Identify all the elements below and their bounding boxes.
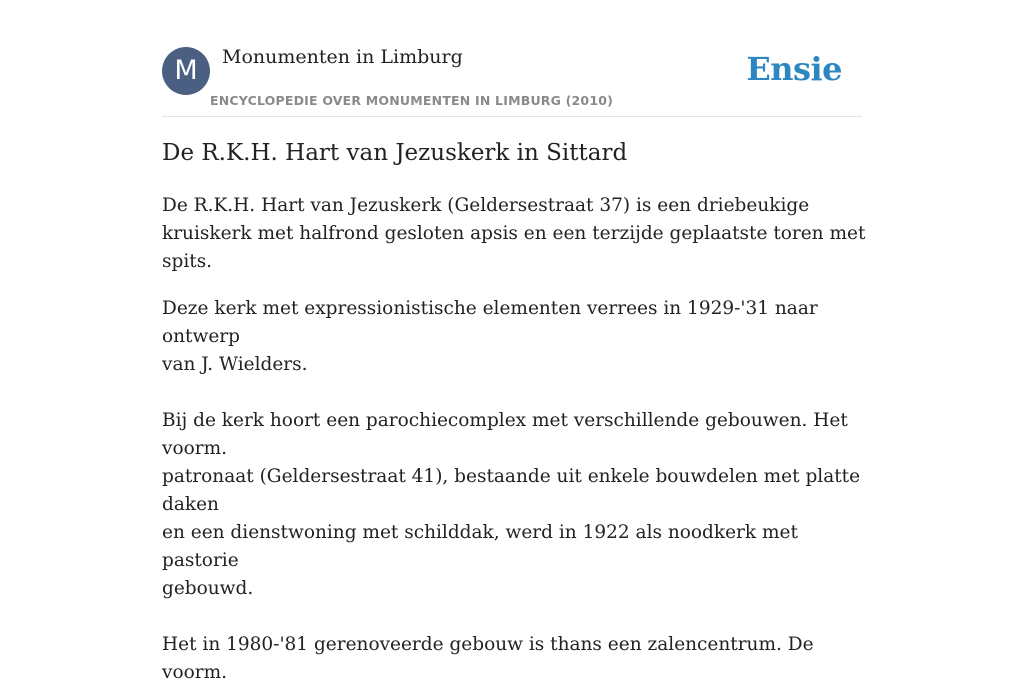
source-subtitle: ENCYCLOPEDIE OVER MONUMENTEN IN LIMBURG (2010) [210, 93, 614, 108]
page-title: De R.K.H. Hart van Jezuskerk in Sittard [162, 140, 628, 166]
avatar[interactable]: M [162, 47, 210, 95]
source-header [162, 44, 862, 117]
article-paragraph: Deze kerk met expressionistische elementen verrees in 1929-'31 naar ontwerp van J. Wielders. Bij de kerk hoort een parochiecomplex met verschillende gebouwen. Het voorm. patronaat (Geldersestraat 41), bestaande uit enkele bouwdelen met platte daken en een dienstwoning met schilddak, werd in 1922 als noodkerk met pastorie gebouwd. Het in 1980-'81 gerenoveerde gebouw is thans een zalencentrum. De voorm. [162, 298, 861, 683]
brand-logo[interactable]: Ensie [746, 50, 842, 88]
article-paragraph: De R.K.H. Hart van Jezuskerk (Geldersestraat 37) is een driebeukige kruiskerk met halfrond gesloten apsis en een terzijde geplaatste toren met spits. [162, 195, 866, 272]
source-title[interactable]: Monumenten in Limburg [222, 46, 463, 68]
article-body [162, 192, 867, 687]
